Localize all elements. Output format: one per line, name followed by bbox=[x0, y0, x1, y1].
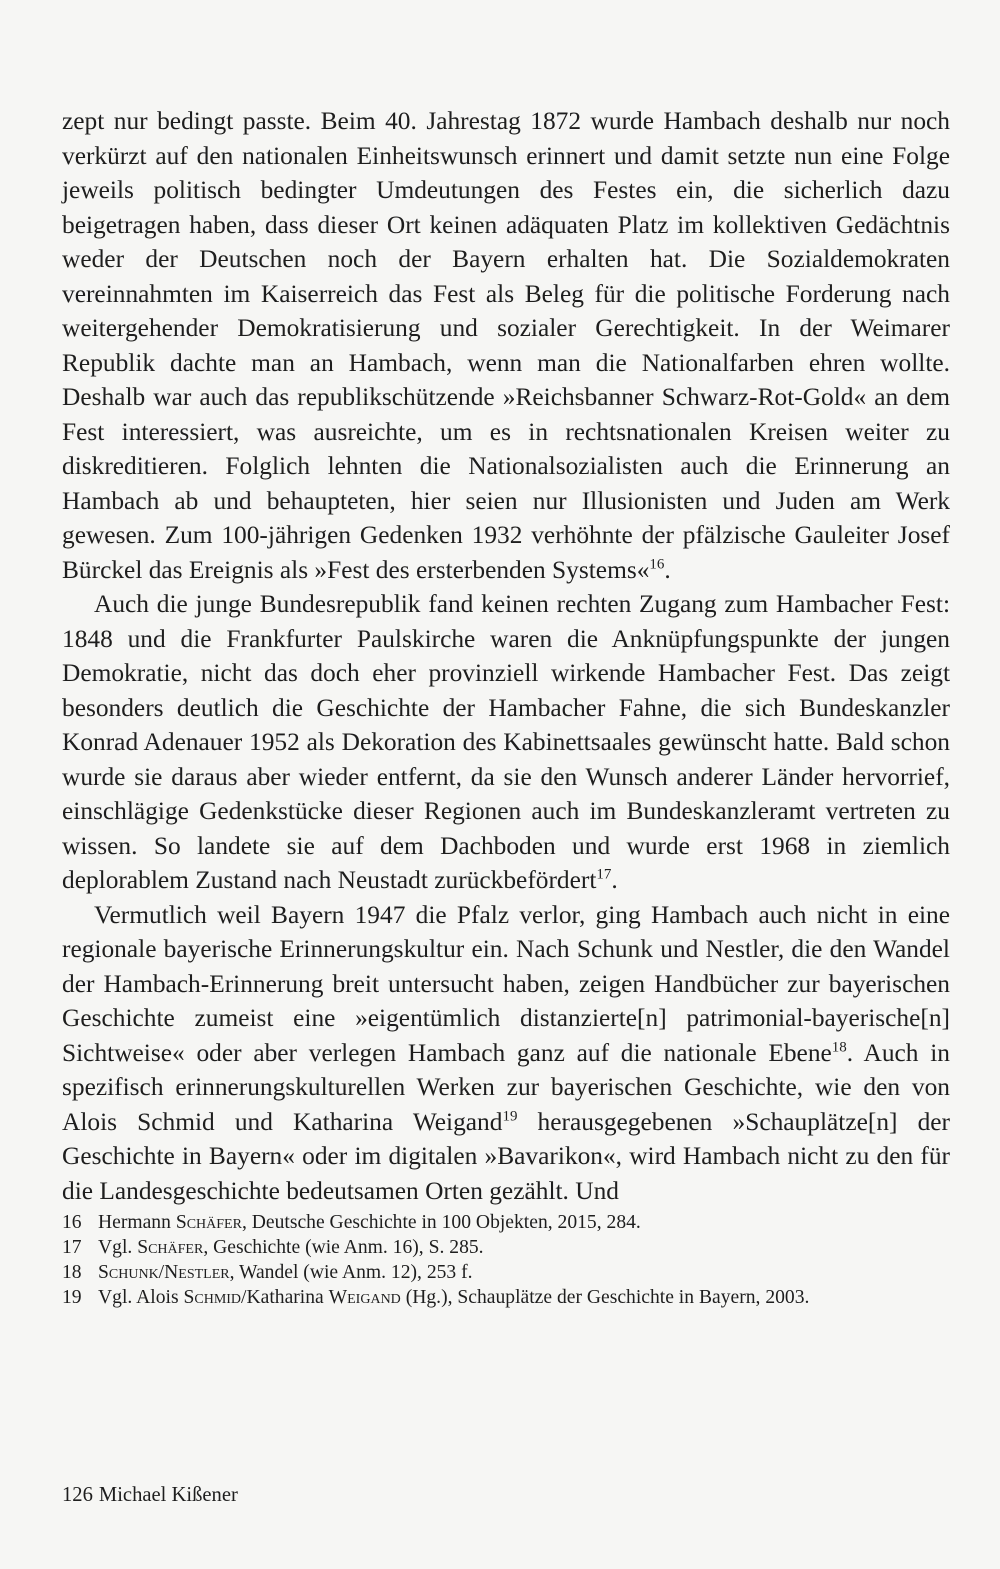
paragraph-3-text: Vermutlich weil Bayern 1947 die Pfalz verlor, ging Hambach auch nicht in eine regionale bayerische Erinnerungskultur ein. Nach Schunk und Nestler, die den Wandel der Hambach-Erinnerung breit untersucht haben, zeigen Handbücher zur bayerischen Geschichte zumeist eine »eigentümlich distanzierte[n] patrimonial-bayerische[n] Sichtweise« oder aber verlegen Hambach ganz auf die nationale Ebene bbox=[62, 900, 950, 1067]
footnote-text: , Deutsche Geschichte in 100 Objekten, 2015, 284. bbox=[241, 1212, 641, 1233]
footnote-number: 17 bbox=[62, 1237, 82, 1258]
paragraph-1-end: . bbox=[664, 555, 671, 584]
footnote-text: Vgl. bbox=[98, 1237, 138, 1258]
author-name: Schunk/Nestler bbox=[98, 1262, 230, 1283]
footnote-number: 16 bbox=[62, 1212, 82, 1233]
paragraph-2-text: Auch die junge Bundesrepublik fand keinen rechten Zugang zum Hambacher Fest: 1848 und die Frankfurter Paulskirche waren die Anknüpfungspunkte der jungen Demokratie, nicht das doch eher provinziell wirkende Hambacher Fest. Das zeigt besonders deutlich die Geschichte der Hambacher Fahne, die sich Bundeskanzler Konrad Adenauer 1952 als Dekoration des Kabinettsaales gewünscht hatte. Bald schon wurde sie daraus aber wieder entfernt, da sie den Wunsch anderer Länder hervorrief, einschlägige Gedenkstücke dieser Regionen auch im Bundeskanzleramt vertreten zu wissen. So landete sie auf dem Dachboden und wurde erst 1968 in ziemlich deplorablem Zustand nach Neustadt zurückbefördert bbox=[62, 590, 950, 894]
author-name: Schäfer bbox=[137, 1237, 204, 1258]
footnote-ref-17: 17 bbox=[596, 866, 612, 883]
footnote-19 bbox=[62, 1285, 950, 1310]
author-name: Schäfer bbox=[175, 1212, 242, 1233]
footnote-16 bbox=[62, 1210, 950, 1235]
paragraph-3-end: herausgegebenen »Schauplätze[n] der Geschichte in Bayern« oder im digitalen »Bavarikon«, wird Hambach nicht zu den für die Landesgeschichte bedeutsamen Orten gezählt. Und bbox=[62, 1107, 951, 1205]
footnote-text: Hermann bbox=[98, 1212, 176, 1233]
paragraph-2-end: . bbox=[611, 866, 618, 894]
footnotes bbox=[62, 1210, 950, 1310]
footnote-text: , Geschichte (wie Anm. 16), S. 285. bbox=[203, 1237, 484, 1258]
footnote-number: 18 bbox=[62, 1262, 82, 1283]
author-name: Weigand bbox=[328, 1287, 401, 1308]
footnote-ref-18: 18 bbox=[831, 1038, 847, 1055]
footnote-text: /Katharina bbox=[241, 1287, 329, 1308]
footnote-18 bbox=[62, 1260, 950, 1285]
paragraph-2 bbox=[62, 587, 950, 898]
paragraph-3-text-cont: . Auch in spezifisch erinnerungskulturellen Werken zur bayerischen Geschichte, wie den von Alois Schmid und Katharina Weigand bbox=[62, 1038, 950, 1136]
author-name: Schmid bbox=[183, 1287, 242, 1308]
paragraph-3 bbox=[62, 898, 950, 1209]
footnote-text: Vgl. Alois bbox=[98, 1287, 184, 1308]
footnote-ref-16: 16 bbox=[649, 555, 665, 572]
footnote-17 bbox=[62, 1235, 950, 1260]
footnote-number: 19 bbox=[62, 1287, 82, 1308]
running-author: Michael Kißener bbox=[98, 1484, 238, 1506]
footnote-ref-19: 19 bbox=[502, 1107, 518, 1124]
page-footer bbox=[62, 1484, 238, 1507]
body-text bbox=[62, 104, 950, 1208]
page-number: 126 bbox=[62, 1484, 93, 1506]
footnote-text: , Wandel (wie Anm. 12), 253 f. bbox=[229, 1262, 473, 1283]
paragraph-1 bbox=[62, 104, 950, 587]
paragraph-1-text: zept nur bedingt passte. Beim 40. Jahrestag 1872 wurde Hambach deshalb nur noch verkürzt auf den nationalen Einheitswunsch erinnert und damit setzte nun eine Folge jeweils politisch bedingter Umdeutungen des Festes ein, die sicherlich dazu beigetragen haben, dass dieser Ort keinen adäquaten Platz im kollektiven Gedächtnis weder der Deutschen noch der Bayern erhalten hat. Die Sozialdemokraten vereinnahmten im Kaiserreich das Fest als Beleg für die politische Forderung nach weitergehender Demokratisierung und sozialer Gerechtigkeit. In der Weimarer Republik dachte man an Hambach, wenn man die Nationalfarben ehren wollte. Deshalb war auch das republikschützende »Reichsbanner Schwarz-Rot-Gold« an dem Fest interessiert, was ausreichte, um es in rechtsnationalen Kreisen weiter zu diskreditieren. Folglich lehnten die Nationalsozialisten auch die Erinnerung an Hambach ab und behaupteten, hier seien nur Illusionisten und Juden am Werk gewesen. Zum 100-jährigen Gedenken 1932 verhöhnte der pfälzische Gauleiter Josef Bürckel das Ereignis als »Fest des ersterbenden Systems« bbox=[62, 107, 950, 584]
footnote-text: (Hg.), Schauplätze der Geschichte in Bayern, 2003. bbox=[400, 1287, 810, 1308]
